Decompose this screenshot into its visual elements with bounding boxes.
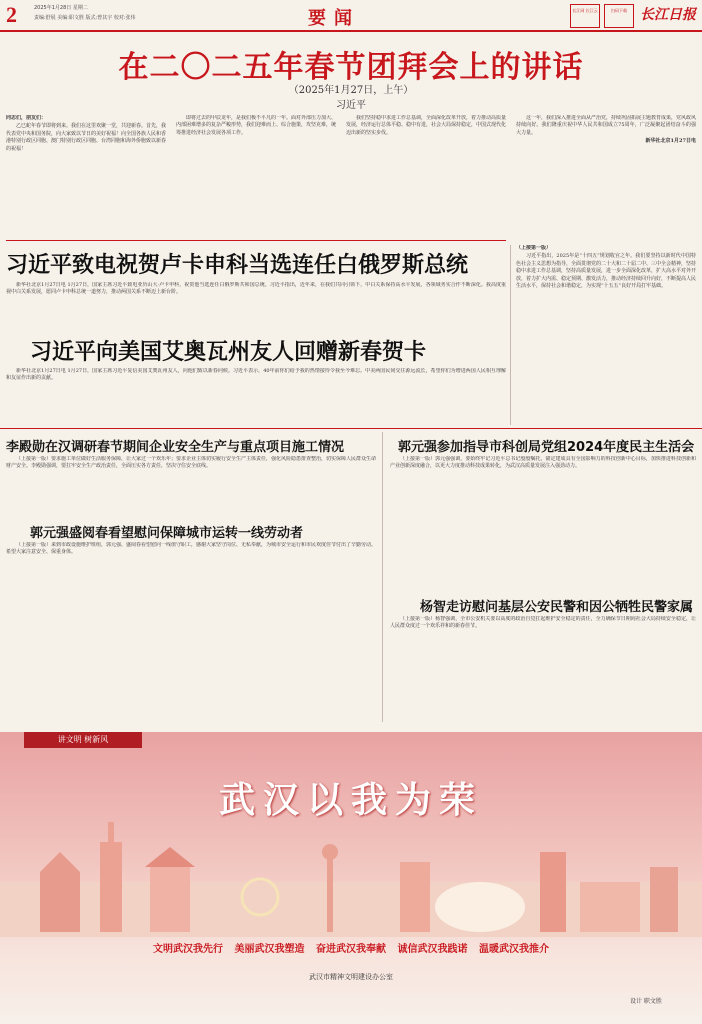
section-rule — [0, 428, 702, 429]
section-title: 要闻 — [308, 8, 360, 29]
lead-closing: 新华社北京1月27日电 — [645, 138, 696, 145]
lead-paragraph: 这一年，我们深入推进全面从严治党，持续巩固拓展主题教育成果，党风政风持续向好。我们隆重庆祝中华人民共和国成立75周年，广泛凝聚起团结奋斗的强大力量。 — [516, 115, 696, 136]
lead-dateline: （2025年1月27日，上午） — [288, 85, 414, 96]
continued-label: （上接第一版） — [516, 245, 552, 251]
newspaper-logo: 长江日报 — [640, 7, 696, 23]
story-iowa — [6, 368, 506, 420]
designer-credit: 设计 职文胜 — [630, 998, 662, 1005]
lead-column-2 — [176, 115, 336, 235]
lead-column-3 — [346, 115, 506, 235]
banner-slogans: 文明武汉我先行 美丽武汉我塑造 奋进武汉我奉献 诚信武汉我践诺 温暖武汉我推介 — [153, 944, 549, 955]
story-guo-sheng-body: （上接第一版）来到市政设施维护班组，郭元强、盛阅春看望慰问一线值守职工，感谢大家坚守岗位、无私奉献，为城市安全运行和市民欢度佳节付出了辛勤劳动。希望大家注意安全、保重身体。 — [6, 542, 376, 556]
salutation: 同志们，朋友们： — [6, 115, 47, 121]
story-guo-science-body: （上接第一版）郭元强强调，要始终牢记习近平总书记殷殷嘱托，锚定建成具有全国影响力的科技创新中心目标，加快推进科技创新和产业创新深度融合，以更大力度推动科技成果转化，为武汉高质量发展注入强劲动力。 — [390, 456, 696, 470]
qr-code-box[interactable]: 长江网 长江云 — [570, 4, 600, 28]
headline-yang-zhi: 杨智走访慰问基层公安民警和因公牺牲民警家属 — [420, 600, 694, 615]
banner-organization: 武汉市精神文明建设办公室 — [309, 973, 393, 981]
right-column-body: 习近平指出，2025年是“十四五”规划收官之年。我们要坚持以新时代中国特色社会主义思想为指导，全面贯彻党的二十大和二十届二中、三中全会精神，坚持稳中求进工作总基调，坚持高质量发展，进一步全面深化改革，扩大高水平对外开放，着力扩大内需、稳定预期、激发活力，推动经济持续回升向好，不断提高人民生活水平，保持社会和谐稳定，为实现“十五五”良好开局打牢基础。 — [516, 253, 696, 290]
issue-date: 2025年1月28日 星期二 — [34, 5, 88, 11]
story-lukashenko-body: 新华社北京1月27日电 1月27日，国家主席习近平致电亚历山大·卢卡申科，祝贺他当选连任白俄罗斯共和国总统。习近平指出，近年来，在我们共同引领下，中白关系保持高水平发展，各领域务实合作不断深化。我高度重视中白关系发展，愿同卢卡申科总统一道努力，推动两国关系不断迈上新台阶。 — [6, 282, 506, 296]
civic-banner — [0, 732, 702, 1024]
page-number: 2 — [6, 2, 17, 27]
masthead-rule — [0, 30, 702, 32]
story-li-dianxun — [6, 456, 376, 508]
lead-column-4 — [516, 115, 696, 235]
right-column — [516, 245, 696, 425]
app-download-box[interactable]: 扫码下载 — [604, 4, 634, 28]
lead-paragraph: 我们坚持稳中求进工作总基调，全面深化改革开放，着力推动高质量发展，经济运行总体平稳、稳中有进，社会大局保持稳定，中国式现代化迈出新的坚实步伐。 — [346, 115, 506, 136]
headline-guo-science: 郭元强参加指导市科创局党组2024年度民主生活会 — [398, 440, 695, 455]
headline-li-dianxun: 李殿勋在汉调研春节期间企业安全生产与重点项目施工情况 — [6, 440, 345, 455]
story-iowa-body: 新华社北京1月27日电 1月27日，国家主席习近平复信美国艾奥瓦州友人，向他们致以新春问候。习近平表示，40年前你们给予我的热情接待令我至今难忘。中美两国民间交往源远流长，希望你们为增进两国人民相互理解和友谊作出新的贡献。 — [6, 368, 506, 382]
city-skyline-illustration — [0, 812, 702, 937]
story-yang-zhi — [390, 616, 696, 716]
story-yang-body: （上接第一版）杨智强调，全市公安机关要以高度的政治自觉扛起维护安全稳定的责任，全力确保节日期间社会大局持续安全稳定，让人民群众度过一个欢乐祥和的新春佳节。 — [390, 616, 696, 630]
lead-paragraph: 即将过去的甲辰龙年，是我们极不平凡的一年。面对外部压力加大、内部困难增多的复杂严峻形势，我们迎难而上、综合施策，攻坚克难，统筹推进经济社会发展各项工作。 — [176, 115, 336, 136]
lead-author: 习近平 — [336, 100, 366, 111]
editor-credits: 责编:舒展 美编:职文胜 版式:曾其宇 校对:张伟 — [34, 15, 136, 21]
section-rule — [6, 240, 506, 241]
lead-headline: 在二〇二五年春节团拜会上的讲话 — [118, 50, 584, 85]
headline-lukashenko: 习近平致电祝贺卢卡申科当选连任白俄罗斯总统 — [6, 253, 469, 278]
column-divider — [382, 432, 383, 722]
column-divider — [510, 245, 511, 425]
banner-tag: 讲文明 树新风 — [24, 732, 142, 748]
banner-title: 武汉以我为荣 — [218, 779, 483, 821]
story-guo-sheng — [6, 542, 376, 602]
story-guo-science — [390, 456, 696, 576]
headline-guo-sheng: 郭元强盛阅春看望慰问保障城市运转一线劳动者 — [30, 526, 304, 541]
story-lukashenko — [6, 282, 506, 312]
headline-iowa: 习近平向美国艾奥瓦州友人回赠新春贺卡 — [30, 340, 427, 365]
story-li-body: （上接第一版）要求施工单位做好生活服务保障，让大家过一个欢乐年；要求企业主体切实履行安全生产主体责任，强化风险隐患排查整治，切实保障人民群众生命财产安全。李殿勋强调，要扛牢安全生产政治责任，全面压实各方责任，坚决守住安全底线。 — [6, 456, 376, 470]
lead-column-1 — [6, 115, 166, 235]
lead-paragraph: 乙巳蛇年春节即将到来。我们在这里欢聚一堂，共迎新春。首先，我代表党中央和国务院，向大家致以节日的美好祝福！向全国各族人民和香港特别行政区同胞、澳门特别行政区同胞、台湾同胞和海外侨胞致以新春的祝福！ — [6, 123, 166, 152]
